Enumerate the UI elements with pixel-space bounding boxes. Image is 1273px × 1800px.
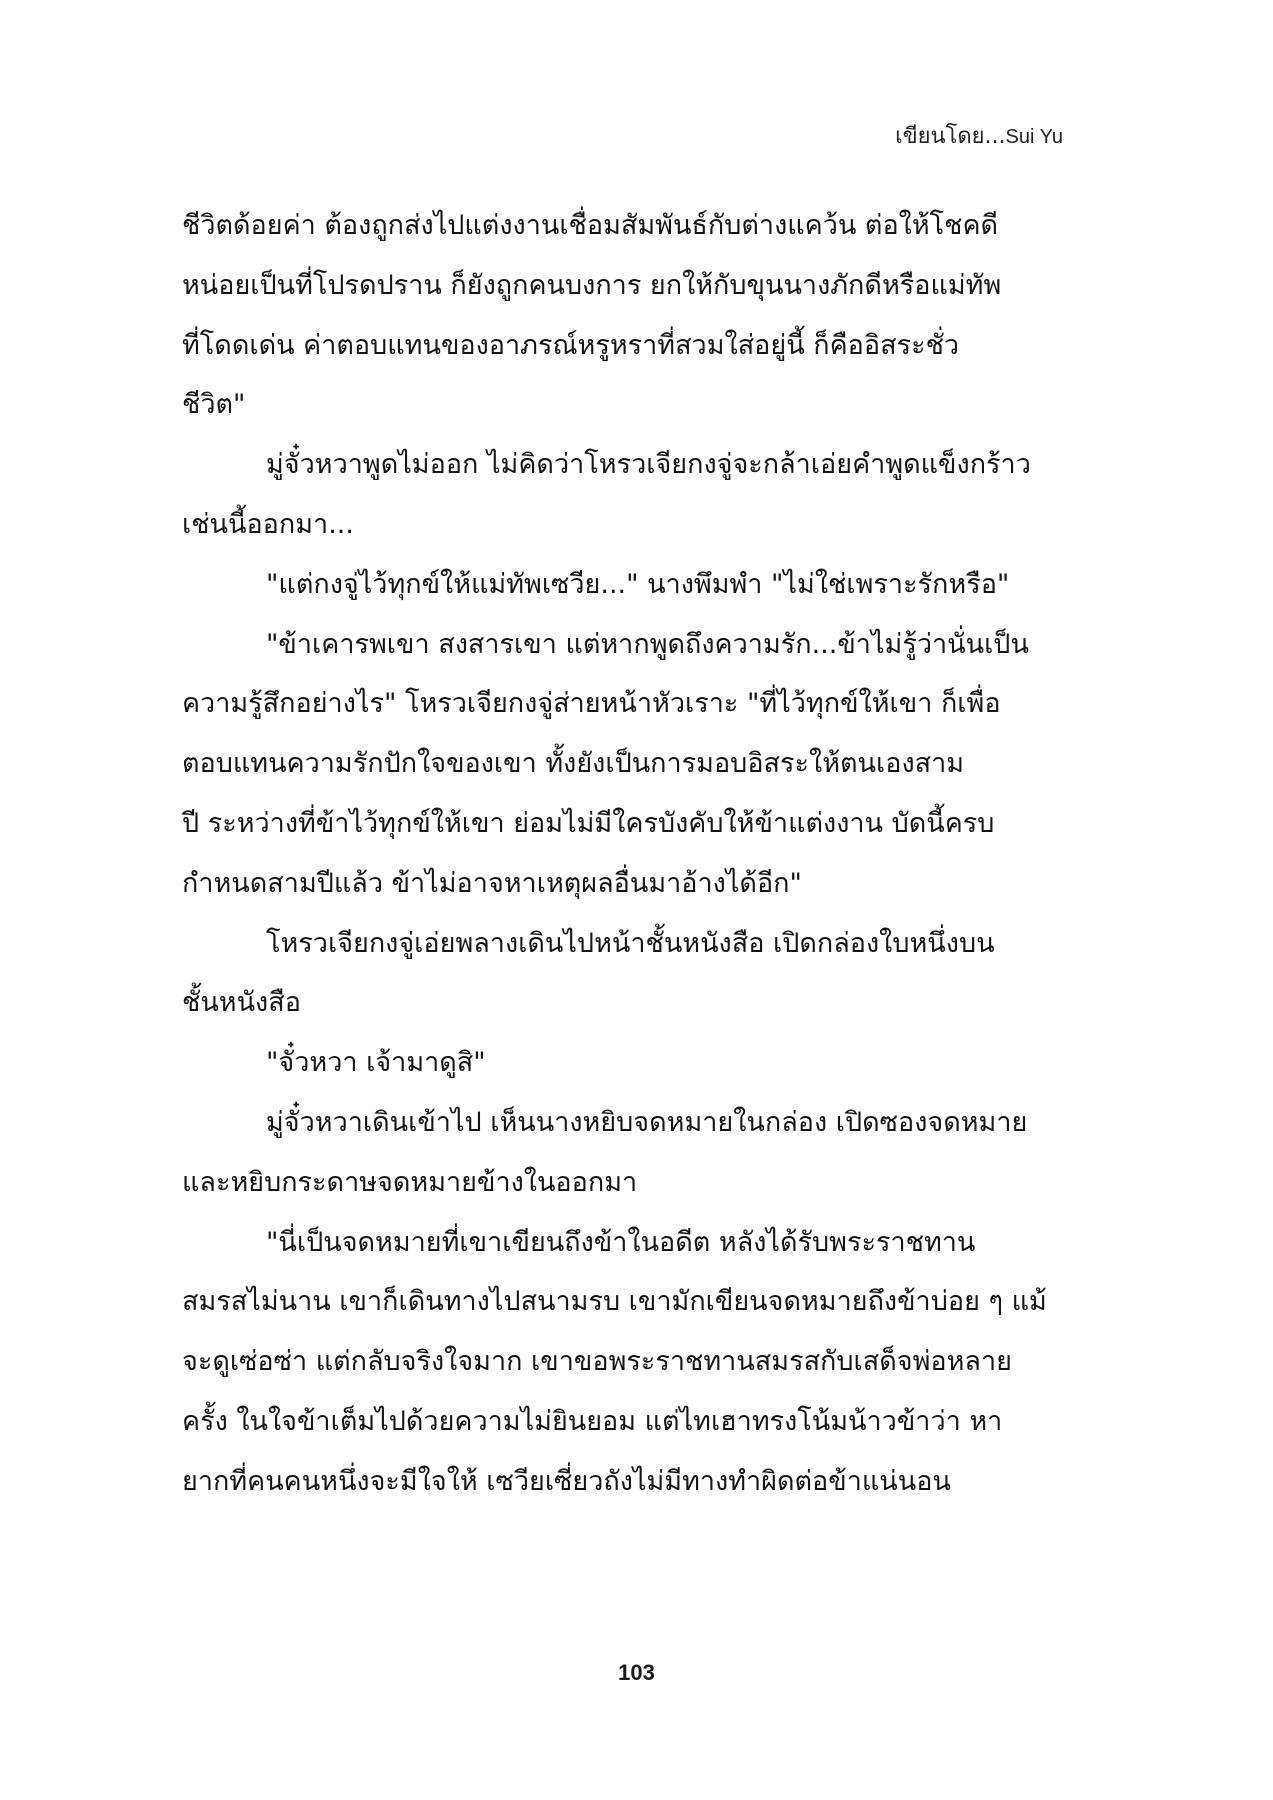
text-line: "จั๋วหวา เจ้ามาดูสิ" xyxy=(266,1047,486,1079)
text-line: มู่จั๋วหวาเดินเข้าไป เห็นนางหยิบจดหมายในกล่อง เปิดซองจดหมาย xyxy=(266,1106,1028,1138)
text-line: หน่อยเป็นที่โปรดปราน ก็ยังถูกคนบงการ ยกให้กับขุนนางภักดีหรือแม่ทัพ xyxy=(182,269,1002,301)
text-line: จะดูเซ่อซ่า แต่กลับจริงใจมาก เขาขอพระราชทานสมรสกับเสด็จพ่อหลาย xyxy=(182,1346,1012,1378)
text-line: ที่โดดเด่น ค่าตอบแทนของอาภรณ์หรูหราที่สวมใส่อยู่นี้ ก็คืออิสระชั่ว xyxy=(182,329,960,361)
text-line: ชีวิตด้อยค่า ต้องถูกส่งไปแต่งงานเชื่อมสัมพันธ์กับต่างแคว้น ต่อให้โชคดี xyxy=(182,210,999,241)
text-line: "นี่เป็นจดหมายที่เขาเขียนถึงข้าในอดีต หลังได้รับพระราชทาน xyxy=(266,1226,976,1258)
text-line: ความรู้สึกอย่างไร" โหรวเจียกงจู่ส่ายหน้าหัวเราะ "ที่ไว้ทุกข์ให้เขา ก็เพื่อ xyxy=(182,688,1001,720)
text-line: "ข้าเคารพเขา สงสารเขา แต่หากพูดถึงความรัก...ข้าไม่รู้ว่านั่นเป็น xyxy=(266,628,1029,660)
text-line: โหรวเจียกงจู่เอ่ยพลางเดินไปหน้าชั้นหนังสือ เปิดกล่องใบหนึ่งบน xyxy=(266,927,995,959)
page-number: 103 xyxy=(618,1660,655,1685)
text-line: และหยิบกระดาษจดหมายข้างในออกมา xyxy=(182,1166,638,1198)
text-line: ชั้นหนังสือ xyxy=(182,987,301,1019)
text-line: ตอบแทนความรักปักใจของเขา ทั้งยังเป็นการมอบอิสระให้ตนเองสาม xyxy=(182,748,965,780)
text-line: ชีวิต" xyxy=(182,389,246,421)
text-line: สมรสไม่นาน เขาก็เดินทางไปสนามรบ เขามักเขียนจดหมายถึงข้าบ่อย ๆ แม้ xyxy=(182,1286,1047,1318)
text-line: "แต่กงจู่ไว้ทุกข์ให้แม่ทัพเซวีย..." นางพึมพำ "ไม่ใช่เพราะรักหรือ" xyxy=(266,568,1010,600)
header-author-prefix: เขียนโดย... xyxy=(895,124,1006,149)
text-line: ปี ระหว่างที่ข้าไว้ทุกข์ให้เขา ย่อมไม่มีใครบังคับให้ข้าแต่งงาน บัดนี้ครบ xyxy=(182,807,995,839)
text-line: กำหนดสามปีแล้ว ข้าไม่อาจหาเหตุผลอื่นมาอ้างได้อีก" xyxy=(182,867,802,899)
header-author-name: Sui Yu xyxy=(1005,126,1063,148)
body-text xyxy=(182,196,1057,1512)
running-header xyxy=(895,118,1063,153)
text-line: ยากที่คนคนหนึ่งจะมีใจให้ เซวียเซี่ยวถังไม่มีทางทำผิดต่อข้าแน่นอน xyxy=(182,1465,951,1497)
text-line: ครั้ง ในใจข้าเต็มไปด้วยความไม่ยินยอม แต่ไทเฮาทรงโน้มน้าวข้าว่า หา xyxy=(182,1405,1003,1437)
text-line: เช่นนี้ออกมา... xyxy=(182,508,354,540)
text-line: มู่จั๋วหวาพูดไม่ออก ไม่คิดว่าโหรวเจียกงจู่จะกล้าเอ่ยคำพูดแข็งกร้าว xyxy=(266,449,1031,481)
